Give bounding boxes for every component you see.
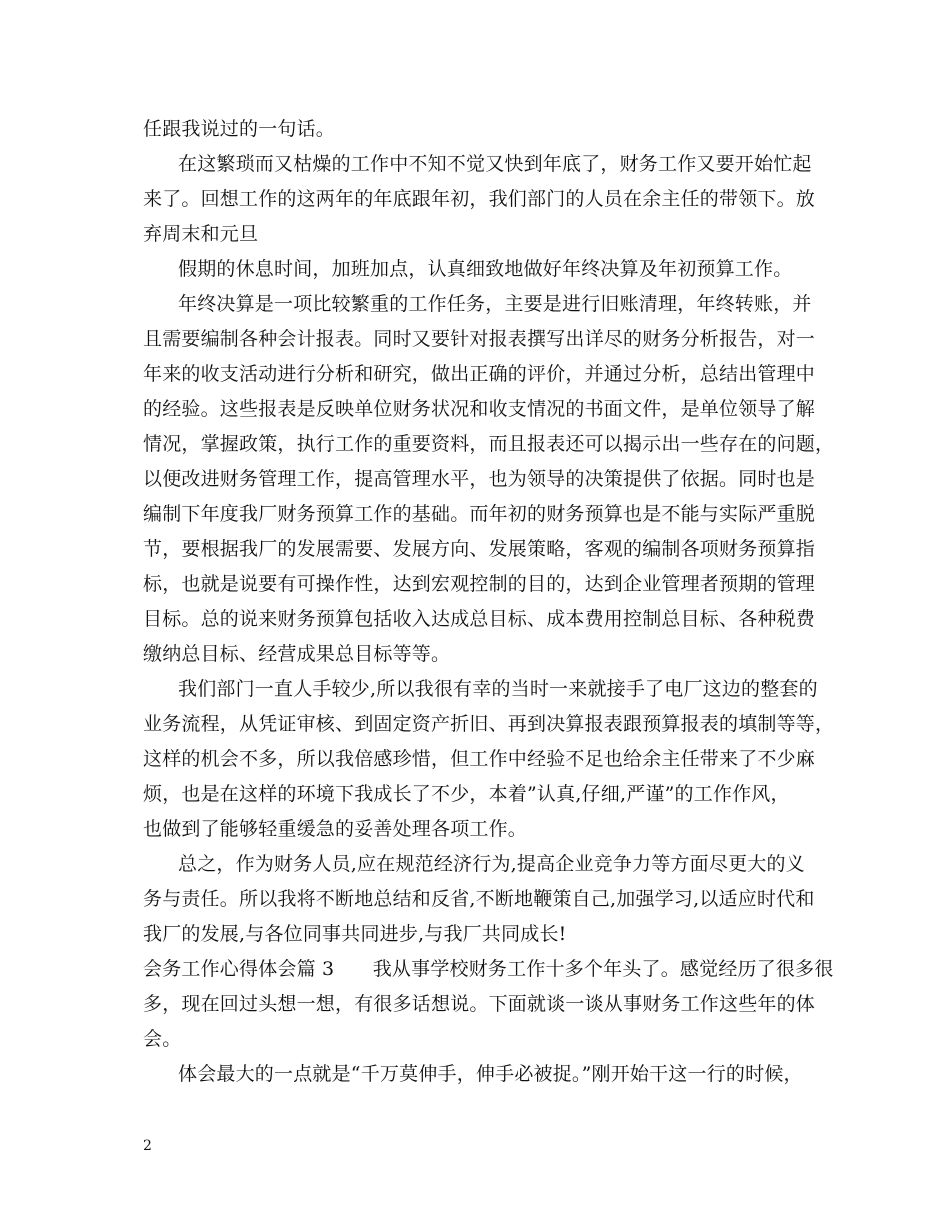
text-line-14: 标，也就是说要有可操作性，达到宏观控制的目的，达到企业管理者预期的管理 xyxy=(143,573,816,595)
text-line-10: 情况，掌握政策，执行工作的重要资料，而且报表还可以揭示出一些存在的问题， xyxy=(143,433,835,455)
text-line-27: 会。 xyxy=(143,1028,182,1050)
text-line-28: 体会最大的一点就是“千万莫伸手，伸手必被捉。”刚开始干这一行的时候， xyxy=(178,1063,803,1085)
text-line-9: 的经验。这些报表是反映单位财务状况和收支情况的书面文件，是单位领导了解 xyxy=(143,398,816,420)
text-line-6: 年终决算是一项比较繁重的工作任务，主要是进行旧账清理，年终转账，并 xyxy=(178,293,812,315)
text-line-12: 编制下年度我厂财务预算工作的基础。而年初的财务预算也是不能与实际严重脱 xyxy=(143,503,816,525)
text-line-20: 烦，也是在这样的环境下我成长了不少，本着”认真,仔细,严谨”的工作作风， xyxy=(143,783,790,805)
text-line-7: 且需要编制各种会计报表。同时又要针对报表撰写出详尽的财务分析报告，对一 xyxy=(143,328,816,350)
page-number: 2 xyxy=(143,1138,152,1154)
text-line-15: 目标。总的说来财务预算包括收入达成总目标、成本费用控制总目标、各种税费 xyxy=(143,608,816,630)
text-line-8: 年来的收支活动进行分析和研究，做出正确的评价，并通过分析，总结出管理中 xyxy=(143,363,816,385)
text-line-16: 缴纳总目标、经营成果总目标等等。 xyxy=(143,643,451,665)
text-line-13: 节，要根据我厂的发展需要、发展方向、发展策略，客观的编制各项财务预算指 xyxy=(143,538,816,560)
text-line-17: 我们部门一直人手较少,所以我很有幸的当时一来就接手了电厂这边的整套的 xyxy=(178,678,818,700)
text-line-4: 弃周末和元旦 xyxy=(143,223,259,245)
text-line-5: 假期的休息时间，加班加点，认真细致地做好年终决算及年初预算工作。 xyxy=(178,258,793,280)
text-line-21: 也做到了能够轻重缓急的妥善处理各项工作。 xyxy=(143,818,528,840)
text-line-3: 来了。回想工作的这两年的年底跟年初，我们部门的人员在余主任的带领下。放 xyxy=(143,188,816,210)
section-heading-line: 会务工作心得体会篇 3 我从事学校财务工作十多个年头了。感觉经历了很多很 xyxy=(143,958,834,980)
text-line-24: 我厂的发展,与各位同事共同进步,与我厂共同成长! xyxy=(143,923,567,945)
text-line-11: 以便改进财务管理工作，提高管理水平，也为领导的决策提供了依据。同时也是 xyxy=(143,468,816,490)
text-line-22: 总之，作为财务人员,应在规范经济行为,提高企业竞争力等方面尽更大的义 xyxy=(178,853,805,875)
text-line-18: 业务流程，从凭证审核、到固定资产折旧、再到决算报表跟预算报表的填制等等， xyxy=(143,713,835,735)
text-line-23: 务与责任。所以我将不断地总结和反省,不断地鞭策自己,加强学习,以适应时代和 xyxy=(143,888,815,910)
text-line-1: 任跟我说过的一句话。 xyxy=(143,118,336,140)
text-line-26: 多，现在回过头想一想，有很多话想说。下面就谈一谈从事财务工作这些年的体 xyxy=(143,993,816,1015)
text-line-2: 在这繁琐而又枯燥的工作中不知不觉又快到年底了，财务工作又要开始忙起 xyxy=(178,153,812,175)
text-line-19: 这样的机会不多，所以我倍感珍惜，但工作中经验不足也给余主任带来了不少麻 xyxy=(143,748,816,770)
